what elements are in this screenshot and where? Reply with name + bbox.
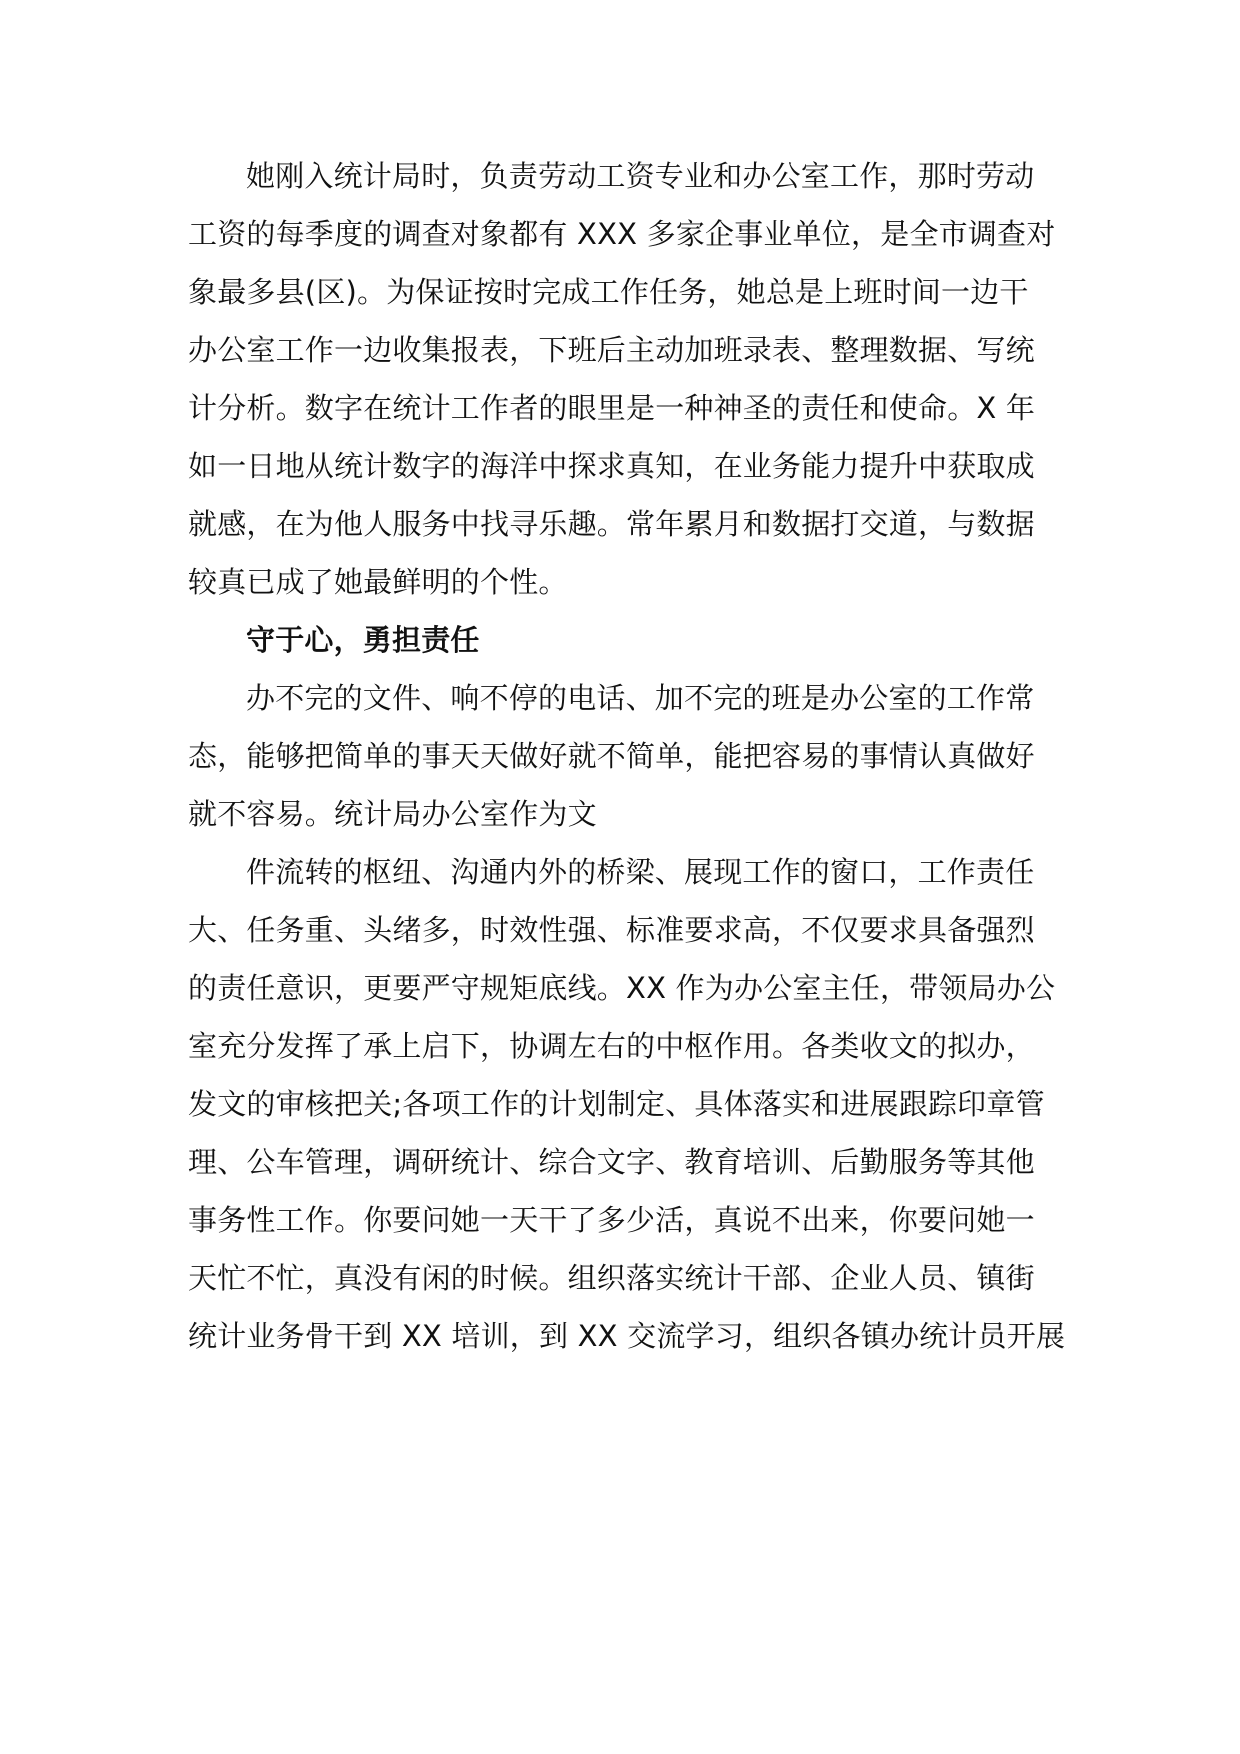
paragraph-3-line-4: 室充分发挥了承上启下，协调左右的中枢作用。各类收文的拟办， bbox=[188, 1029, 1035, 1063]
paragraph-3-line-9: 统计业务骨干到 XX 培训，到 XX 交流学习，组织各镇办统计员开展 bbox=[188, 1319, 1066, 1353]
paragraph-1-line-5: 计分析。数字在统计工作者的眼里是一种神圣的责任和使命。X 年 bbox=[188, 391, 1036, 425]
paragraph-1-line-4: 办公室工作一边收集报表，下班后主动加班录表、整理数据、写统 bbox=[188, 333, 1035, 367]
paragraph-3-line-1: 件流转的枢纽、沟通内外的桥梁、展现工作的窗口，工作责任 bbox=[246, 855, 1035, 889]
paragraph-3-line-3: 的责任意识，更要严守规矩底线。XX 作为办公室主任，带领局办公 bbox=[188, 971, 1056, 1005]
paragraph-1-line-3: 象最多县(区)。为保证按时完成工作任务，她总是上班时间一边干 bbox=[188, 275, 1029, 309]
paragraph-3-line-2: 大、任务重、头绪多，时效性强、标准要求高，不仅要求具备强烈 bbox=[188, 913, 1035, 947]
paragraph-1-line-1: 她刚入统计局时，负责劳动工资专业和办公室工作，那时劳动 bbox=[246, 159, 1035, 193]
paragraph-1-line-6: 如一日地从统计数字的海洋中探求真知，在业务能力提升中获取成 bbox=[188, 449, 1035, 483]
paragraph-1-line-2: 工资的每季度的调查对象都有 XXX 多家企事业单位，是全市调查对 bbox=[188, 217, 1056, 251]
paragraph-3-line-7: 事务性工作。你要问她一天干了多少活，真说不出来，你要问她一 bbox=[188, 1203, 1035, 1237]
paragraph-1-line-7: 就感，在为他人服务中找寻乐趣。常年累月和数据打交道，与数据 bbox=[188, 507, 1035, 541]
paragraph-3-line-5: 发文的审核把关;各项工作的计划制定、具体落实和进展跟踪印章管 bbox=[188, 1087, 1045, 1121]
section-heading: 守于心，勇担责任 bbox=[246, 623, 480, 657]
paragraph-2-line-1: 办不完的文件、响不停的电话、加不完的班是办公室的工作常 bbox=[246, 681, 1035, 715]
paragraph-1-line-8: 较真已成了她最鲜明的个性。 bbox=[188, 565, 568, 599]
paragraph-2-line-3: 就不容易。统计局办公室作为文 bbox=[188, 797, 597, 831]
paragraph-2-line-2: 态，能够把简单的事天天做好就不简单，能把容易的事情认真做好 bbox=[188, 739, 1035, 773]
paragraph-3-line-6: 理、公车管理，调研统计、综合文字、教育培训、后勤服务等其他 bbox=[188, 1145, 1035, 1179]
paragraph-3-line-8: 天忙不忙，真没有闲的时候。组织落实统计干部、企业人员、镇街 bbox=[188, 1261, 1035, 1295]
